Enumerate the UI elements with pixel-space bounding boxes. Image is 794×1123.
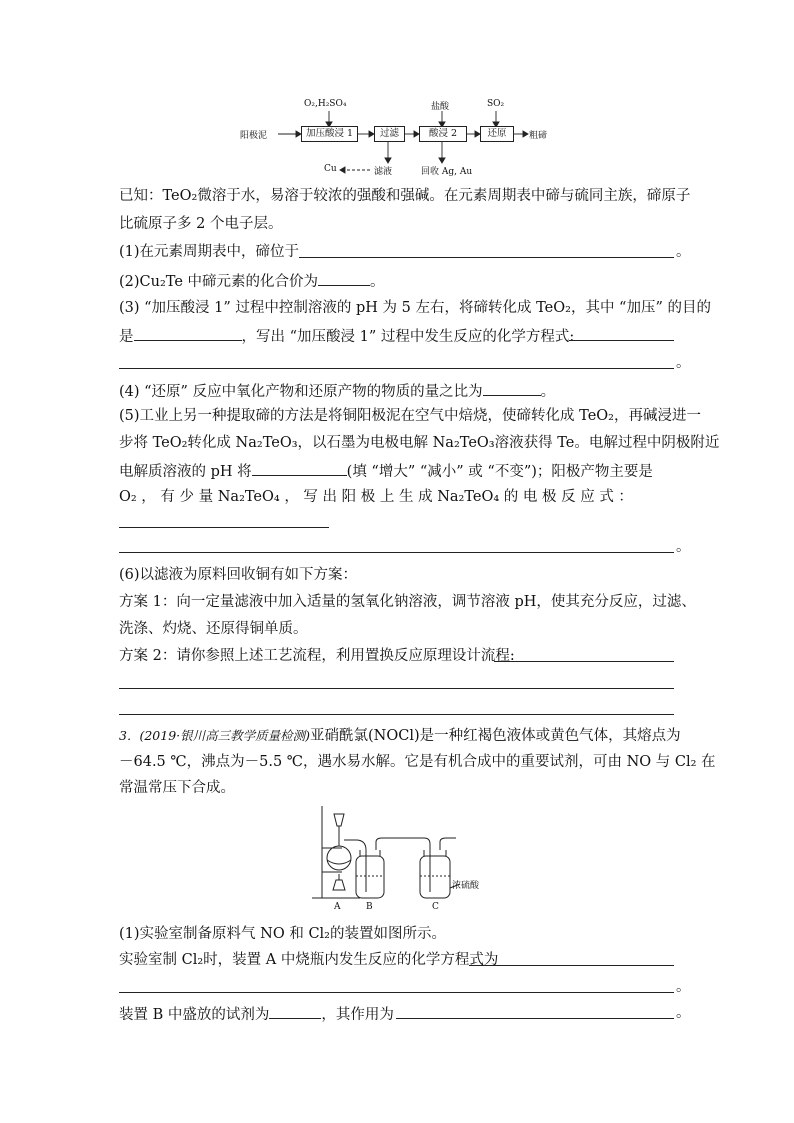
flow-box-acid-leach: 酸浸 2 [419, 126, 467, 142]
problem-3-line-2: －64.5 ℃，沸点为－5.5 ℃，遇水易水解。它是有机合成中的重要试剂，可由 NO 与 Cl₂ 在 [119, 754, 716, 770]
question-2: (2)Cu₂Te 中碲元素的化合价为 。 [119, 270, 385, 292]
question-4: (4) “还原” 反应中氧化产物和还原产物的物质的量之比为 。 [119, 380, 555, 402]
answer-blank-q5-a[interactable] [119, 527, 329, 528]
answer-blank-q1[interactable] [299, 257, 674, 258]
question-6-line-2: 方案 1：向一定量滤液中加入适量的氢氧化钠溶液，调节溶液 pH，使其充分反应，过滤、 [119, 594, 696, 610]
flow-byproduct-ag-au: 回收 Ag, Au [421, 167, 473, 177]
problem-3-sub-2: 实验室制 Cl₂时，装置 A 中烧瓶内发生反应的化学方程式为 [119, 952, 499, 968]
flow-box-filter: 过滤 [374, 126, 405, 142]
answer-blank-q6-a[interactable] [494, 661, 674, 662]
answer-blank-q3-equation-b[interactable] [119, 368, 674, 369]
answer-blank-q3-purpose[interactable] [134, 325, 242, 341]
question-5-line-1: (5)工业上另一种提取碲的方法是将铜阳极泥在空气中焙烧，使碲转化成 TeO₂，再碱浸进一 [119, 408, 701, 424]
apparatus-label-a: A [334, 902, 341, 912]
answer-blank-q6-b[interactable] [119, 688, 674, 689]
flow-byproduct-cu: Cu [324, 164, 337, 174]
flow-reagent-hcl: 盐酸 [431, 102, 450, 112]
answer-blank-q5-ph[interactable] [252, 460, 347, 476]
answer-blank-p3-reagent[interactable] [269, 1003, 321, 1019]
answer-blank-p3-equation-b[interactable] [119, 992, 674, 993]
apparatus-label-conc-sulfuric: 浓硫酸 [452, 881, 480, 891]
flow-box-reduce: 还原 [480, 126, 514, 142]
known-line-1: 已知：TeO₂微溶于水，易溶于较浓的强酸和强碱。在元素周期表中碲与硫同主族，碲原子 [119, 188, 691, 204]
question-5-line-3: 电解质溶液的 pH 将 (填 “增大” “减小” 或 “不变”)；阳极产物主要是 [119, 460, 653, 482]
problem-3-sub-1: (1)实验室制备原料气 NO 和 Cl₂的装置如图所示。 [119, 926, 446, 942]
question-6-line-1: (6)以滤液为原料回收铜有如下方案： [119, 567, 358, 583]
problem-3-line-1: 3．(2019·银川高三教学质量检测)亚硝酰氯(NOCl)是一种红褐色液体或黄色气体，其熔点为 [119, 728, 681, 744]
known-line-2: 比硫原子多 2 个电子层。 [119, 216, 283, 232]
answer-blank-q2[interactable] [318, 270, 370, 286]
flow-input-label: 阳极泥 [240, 131, 268, 141]
apparatus-drawing [308, 802, 468, 914]
question-1: (1)在元素周期表中，碲位于 [119, 244, 300, 260]
answer-blank-p3-function[interactable] [396, 1018, 674, 1019]
process-flowchart [240, 96, 560, 180]
question-6-line-4: 方案 2：请你参照上述工艺流程，利用置换反应原理设计流程: [119, 648, 515, 664]
flow-reagent-o2: O₂,H₂SO₄ [304, 99, 347, 109]
problem-3-sub-3: 装置 B 中盛放的试剂为 ，其作用为 [119, 1003, 394, 1025]
question-6-line-3: 洗涤、灼烧、还原得铜单质。 [119, 621, 308, 637]
question-5-line-4: O₂ ， 有 少 量 Na₂TeO₄ ， 写 出 阳 极 上 生 成 Na₂TeO₄ 的 电 极 反 应 式 ： [119, 489, 633, 505]
problem-3-line-3: 常温常压下合成。 [119, 780, 235, 796]
answer-blank-p3-equation-a[interactable] [469, 965, 674, 966]
flow-output-label: 粗碲 [529, 131, 548, 141]
question-5-line-2: 步将 TeO₂转化成 Na₂TeO₃，以石墨为电极电解 Na₂TeO₃溶液获得 Te。电解过程中阴极附近 [119, 435, 720, 451]
answer-blank-q5-b[interactable] [119, 552, 674, 553]
answer-blank-q6-c[interactable] [119, 714, 674, 715]
flow-box-pressure-leach: 加压酸浸 1 [301, 126, 358, 142]
answer-blank-q3-equation-a[interactable] [569, 340, 674, 341]
apparatus-figure [308, 802, 480, 914]
answer-blank-q4[interactable] [483, 380, 541, 396]
question-3-line-1: (3) “加压酸浸 1” 过程中控制溶液的 pH 为 5 左右，将碲转化成 TeO₂，其中 “加压” 的目的 [119, 300, 711, 316]
flow-byproduct-filtrate: 滤液 [374, 167, 393, 177]
question-3-line-2: 是 ，写出 “加压酸浸 1” 过程中发生反应的化学方程式: [119, 325, 574, 347]
flow-reagent-so2: SO₂ [487, 99, 505, 109]
apparatus-label-c: C [432, 902, 439, 912]
apparatus-label-b: B [366, 902, 373, 912]
